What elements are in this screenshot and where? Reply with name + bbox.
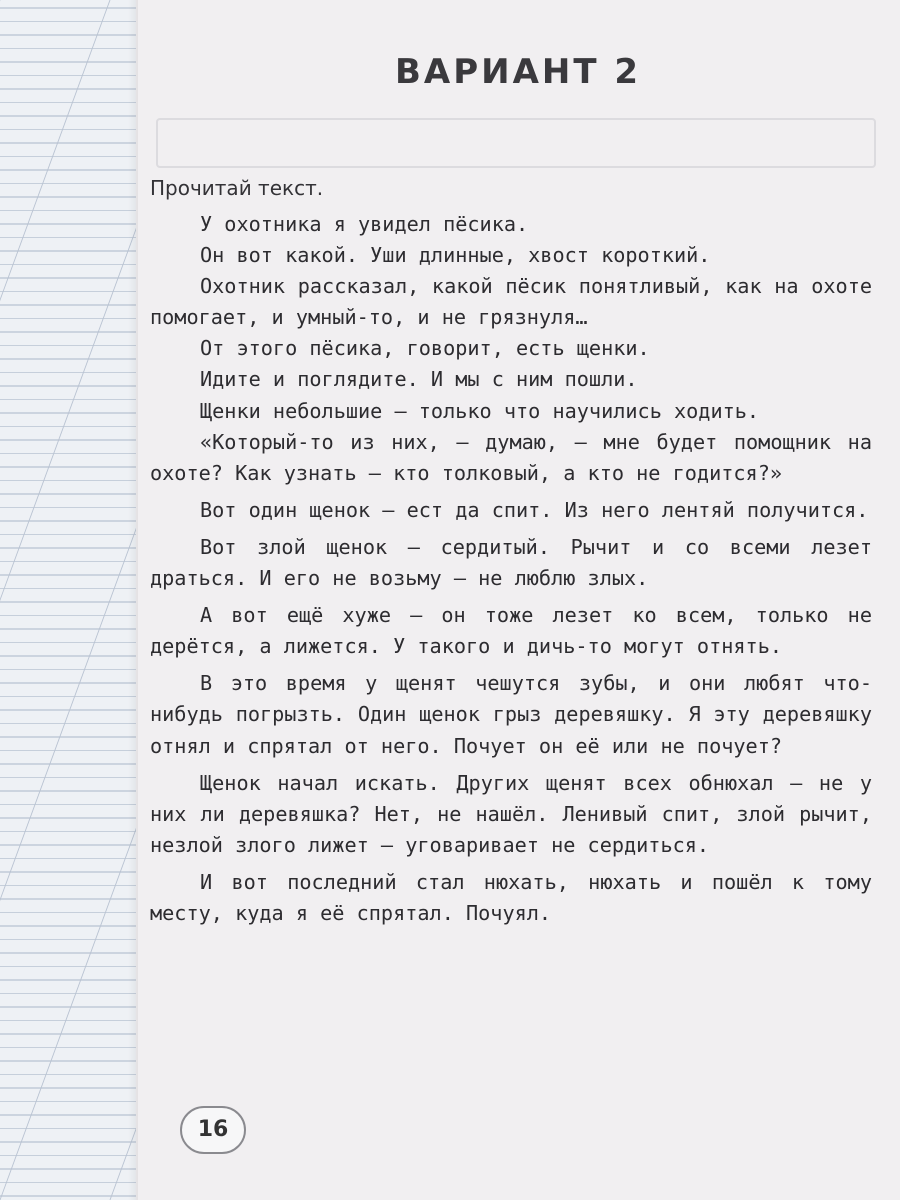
page-content (136, 0, 900, 1200)
story-paragraph-13: И вот последний стал нюхать, нюхать и пошёл к тому месту, куда я её спрятал. Почуял. (150, 869, 872, 925)
slant-guide-line (0, 0, 136, 1200)
story-paragraph-11: В это время у щенят чешутся зубы, и они любят что-нибудь погрызть. Один щенок грыз деревяшку. Я эту деревяшку отнял и спрятал от него. Почует он её или не почует? (150, 671, 872, 758)
story-paragraph-2: Он вот какой. Уши длинные, хвост короткий. (200, 243, 711, 268)
ruled-lines-graphic (0, 0, 136, 1200)
story-text (150, 209, 872, 929)
story-paragraph-5: Идите и поглядите. И мы с ним пошли. (200, 367, 638, 392)
story-paragraph-8: Вот один щенок — ест да спит. Из него лентяй получится. (200, 497, 869, 522)
slant-guide-line (0, 0, 136, 1200)
story-paragraph-9: Вот злой щенок — сердитый. Рычит и со всеми лезет драться. И его не возьму — не люблю злых. (150, 534, 872, 591)
story-paragraph-7: «Который-то из них, — думаю, — мне будет помощник на охоте? Как узнать — кто толковый, а кто не годится?» (150, 429, 872, 485)
story-paragraph-12: Щенок начал искать. Других щенят всех обнюхал — не у них ли деревяшка? Нет, не нашёл. Ленивый спит, злой рычит, незлой злого лижет — уговаривает не сердиться. (150, 770, 872, 857)
story-paragraph-1: У охотника я увидел пёсика. (200, 212, 529, 236)
ruled-margin (0, 0, 136, 1200)
story-paragraph-3: Охотник рассказал, какой пёсик понятливый, как на охоте помогает, и умный-то, и не грязнуля… (150, 274, 872, 330)
bleed-through-box (156, 118, 876, 168)
story-paragraph-4: От этого пёсика, говорит, есть щенки. (200, 336, 650, 361)
slant-guide-line (0, 0, 136, 1200)
story-paragraph-10: А вот ещё хуже — он тоже лезет ко всем, только не дерётся, а лижется. У такого и дичь-то могут отнять. (150, 603, 872, 659)
slant-guide-line (0, 0, 110, 1200)
story-paragraph-6: Щенки небольшие — только что научились ходить. (200, 398, 760, 423)
page-title: ВАРИАНТ 2 (394, 52, 642, 92)
page-number: 16 (180, 1106, 246, 1154)
instruction-text: Прочитай текст. (150, 176, 324, 200)
